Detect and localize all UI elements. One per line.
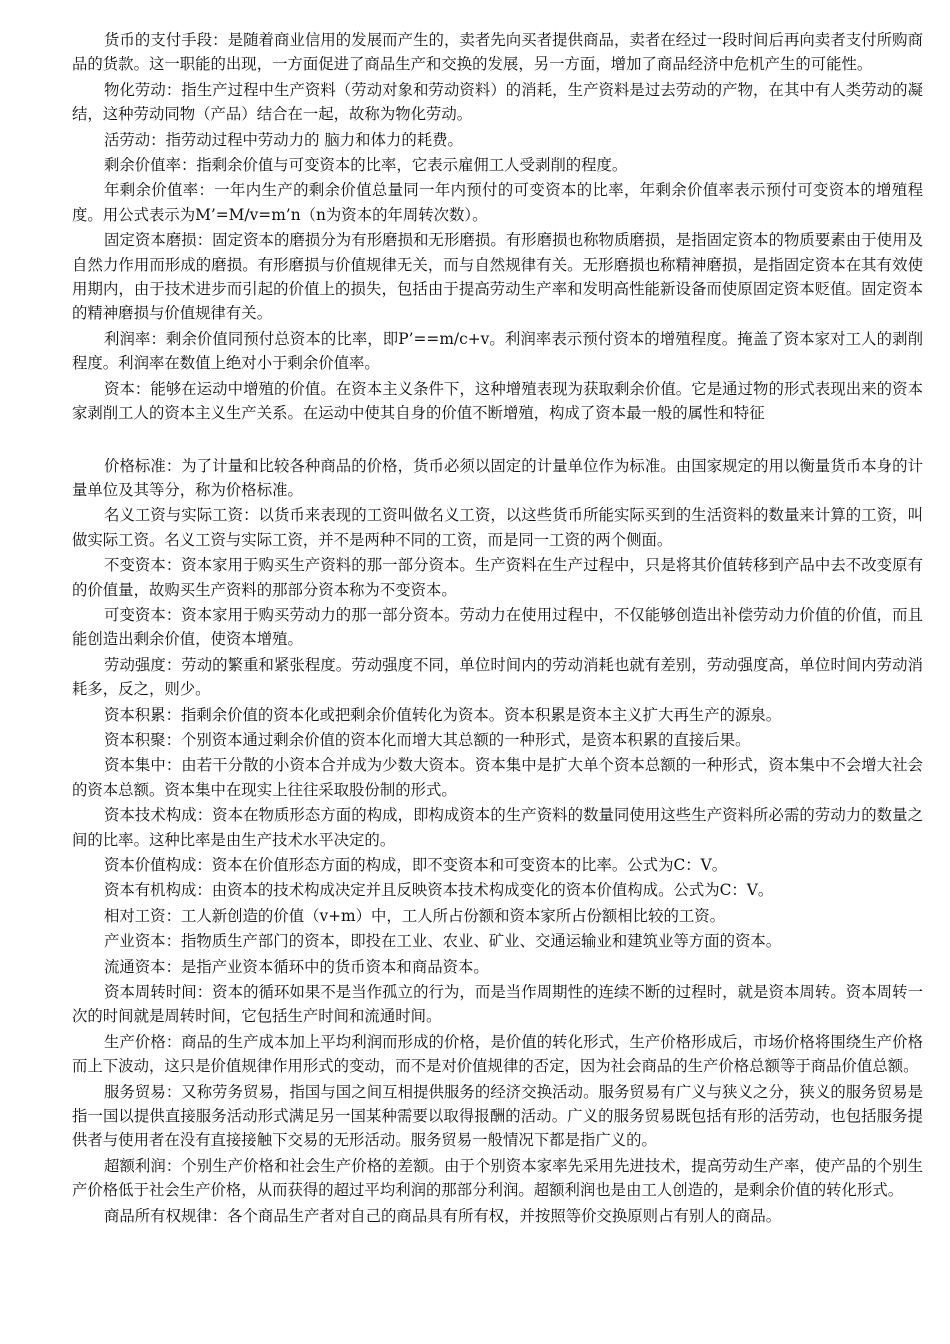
paragraph-nominal-real-wage: 名义工资与实际工资：以货币来表现的工资叫做名义工资，以这些货币所能实际买到的生活资料的数量来计算的工资，叫做实际工资。名义工资与实际工资，并不是两种不同的工资，而是同一工资的两个侧面。 <box>72 506 923 549</box>
paragraph-turnover-time: 资本周转时间：资本的循环如果不是当作孤立的行为，而是当作周期性的连续不断的过程时，就是资本周转。资本周转一次的时间就是周转时间，它包括生产时间和流通时间。 <box>72 983 923 1026</box>
document-page <box>72 28 923 1229</box>
paragraph-ownership-law: 商品所有权规律：各个商品生产者对自己的商品具有所有权，并按照等价交换原则占有别人的商品。 <box>104 1206 782 1225</box>
document-section-bottom <box>72 454 923 1229</box>
paragraph-variable-capital: 可变资本：资本家用于购买劳动力的那一部分资本。劳动力在使用过程中，不仅能够创造出补偿劳动力价值的价值，而且能创造出剩余价值，使资本增殖。 <box>72 605 923 649</box>
paragraph-price-standard: 价格标准：为了计量和比较各种商品的价格，货币必须以固定的计量单位作为标准。由国家规定的用以衡量货币本身的计量单位及其等分，称为价格标准。 <box>72 456 923 499</box>
paragraph-capital-concentration: 资本积聚：个别资本通过剩余价值的资本化而增大其总额的一种形式，是资本积累的直接后果。 <box>104 730 751 749</box>
paragraph-circulation-capital: 流通资本：是指产业资本循环中的货币资本和商品资本。 <box>104 957 489 976</box>
paragraph-profit-rate: 利润率：剩余价值同预付总资本的比率，即P’==m/c+v。利润率表示预付资本的增殖程度。掩盖了资本家对工人的剥削程度。利润率在数值上绝对小于剩余价值率。 <box>72 329 923 373</box>
paragraph-capital-centralization: 资本集中：由若干分散的小资本合并成为少数大资本。资本集中是扩大单个资本总额的一种形式，资本集中不会增大社会的资本总额。资本集中在现实上往往采取股份制的形式。 <box>72 756 923 799</box>
paragraph-labor-intensity: 劳动强度：劳动的繁重和紧张程度。劳动强度不同，单位时间内的劳动消耗也就有差别，劳动强度高，单位时间内劳动消耗多，反之，则少。 <box>72 655 923 699</box>
paragraph-value-composition: 资本价值构成：资本在价值形态方面的构成，即不变资本和可变资本的比率。公式为C：V。 <box>104 856 728 874</box>
paragraph-capital-accumulation: 资本积累：指剩余价值的资本化或把剩余价值转化为资本。资本积累是资本主义扩大再生产的源泉。 <box>104 705 782 724</box>
paragraph-industrial-capital: 产业资本：指物质生产部门的资本，即投在工业、农业、矿业、交通运输业和建筑业等方面的资本。 <box>104 932 782 951</box>
paragraph-constant-capital: 不变资本：资本家用于购买生产资料的那一部分资本。生产资料在生产过程中，只是将其价值转移到产品中去不改变原有的价值量，故购买生产资料的那部分资本称为不变资本。 <box>72 556 923 599</box>
section-gap <box>72 427 923 454</box>
paragraph-production-price: 生产价格：商品的生产成本加上平均利润而形成的价格，是价值的转化形式，生产价格形成后，市场价格将围绕生产价格而上下波动，这只是价值规律作用形式的变动，而不是对价值规律的否定，因为社会商品的生产价格总额等于商品价值总额。 <box>72 1032 923 1076</box>
paragraph-annual-surplus-value-rate: 年剩余价值率：一年内生产的剩余价值总量同一年内预付的可变资本的比率，年剩余价值率表示预付可变资本的增殖程度。用公式表示为M’=M/v=m’n（n为资本的年周转次数）。 <box>72 181 923 224</box>
paragraph-surplus-value-rate: 剩余价值率：指剩余价值与可变资本的比率，它表示雇佣工人受剥削的程度。 <box>104 156 628 175</box>
paragraph-technical-composition: 资本技术构成：资本在物质形态方面的构成，即构成资本的生产资料的数量同使用这些生产资料所必需的劳动力的数量之间的比率。这种比率是由生产技术水平决定的。 <box>72 806 923 849</box>
paragraph-excess-profit: 超额利润：个别生产价格和社会生产价格的差额。由于个别资本家率先采用先进技术，提高劳动生产率，使产品的个别生产价格低于社会生产价格，从而获得的超过平均利润的那部分利润。超额利润也是由工人创造的，是剩余价值的转化形式。 <box>72 1156 923 1200</box>
paragraph-organic-composition: 资本有机构成：由资本的技术构成决定并且反映资本技术构成变化的资本价值构成。公式为C：V。 <box>104 881 774 900</box>
paragraph-capital: 资本：能够在运动中增殖的价值。在资本主义条件下，这种增殖表现为获取剩余价值。它是通过物的形式表现出来的资本家剥削工人的资本主义生产关系。在运动中使其自身的价值不断增殖，构成了资本最一般的属性和特征 <box>72 379 923 423</box>
paragraph-relative-wage: 相对工资：工人新创造的价值（v+m）中，工人所占份额和资本家所占份额相比较的工资。 <box>104 906 726 925</box>
paragraph-service-trade: 服务贸易：又称劳务贸易，指国与国之间互相提供服务的经济交换活动。服务贸易有广义与狭义之分，狭义的服务贸易是指一国以提供直接服务活动形式满足另一国某种需要以取得报酬的活动。广义的服务贸易既包括有形的活劳动，也包括服务提供者与使用者在没有直接接触下交易的无形活动。服务贸易一般情况下都是指广义的。 <box>72 1082 923 1150</box>
document-section-top <box>72 28 923 426</box>
paragraph-materialized-labor: 物化劳动：指生产过程中生产资料（劳动对象和劳动资料）的消耗，生产资料是过去劳动的产物，在其中有人类劳动的凝结，这种劳动同物（产品）结合在一起，故称为物化劳动。 <box>72 80 923 124</box>
paragraph-payment-function: 货币的支付手段：是随着商业信用的发展而产生的，卖者先向买者提供商品，卖者在经过一段时间后再向卖者支付所购商品的货款。这一职能的出现，一方面促进了商品生产和交换的发展，另一方面，增加了商品经济中危机产生的可能性。 <box>72 31 923 74</box>
paragraph-living-labor: 活劳动：指劳动过程中劳动力的 脑力和体力的耗费。 <box>104 130 463 149</box>
paragraph-fixed-capital-wear: 固定资本磨损：固定资本的磨损分为有形磨损和无形磨损。有形磨损也称物质磨损，是指固定资本的物质要素由于使用及自然力作用而形成的磨损。有形磨损与价值规律无关，而与自然规律有关。无形磨损也称精神磨损，是指固定资本在其有效使用期内，由于技术进步而引起的价值上的损失，包括由于提高劳动生产率和发明高性能新设备而使原固定资本贬值。固定资本的精神磨损与价值规律有关。 <box>72 231 923 323</box>
